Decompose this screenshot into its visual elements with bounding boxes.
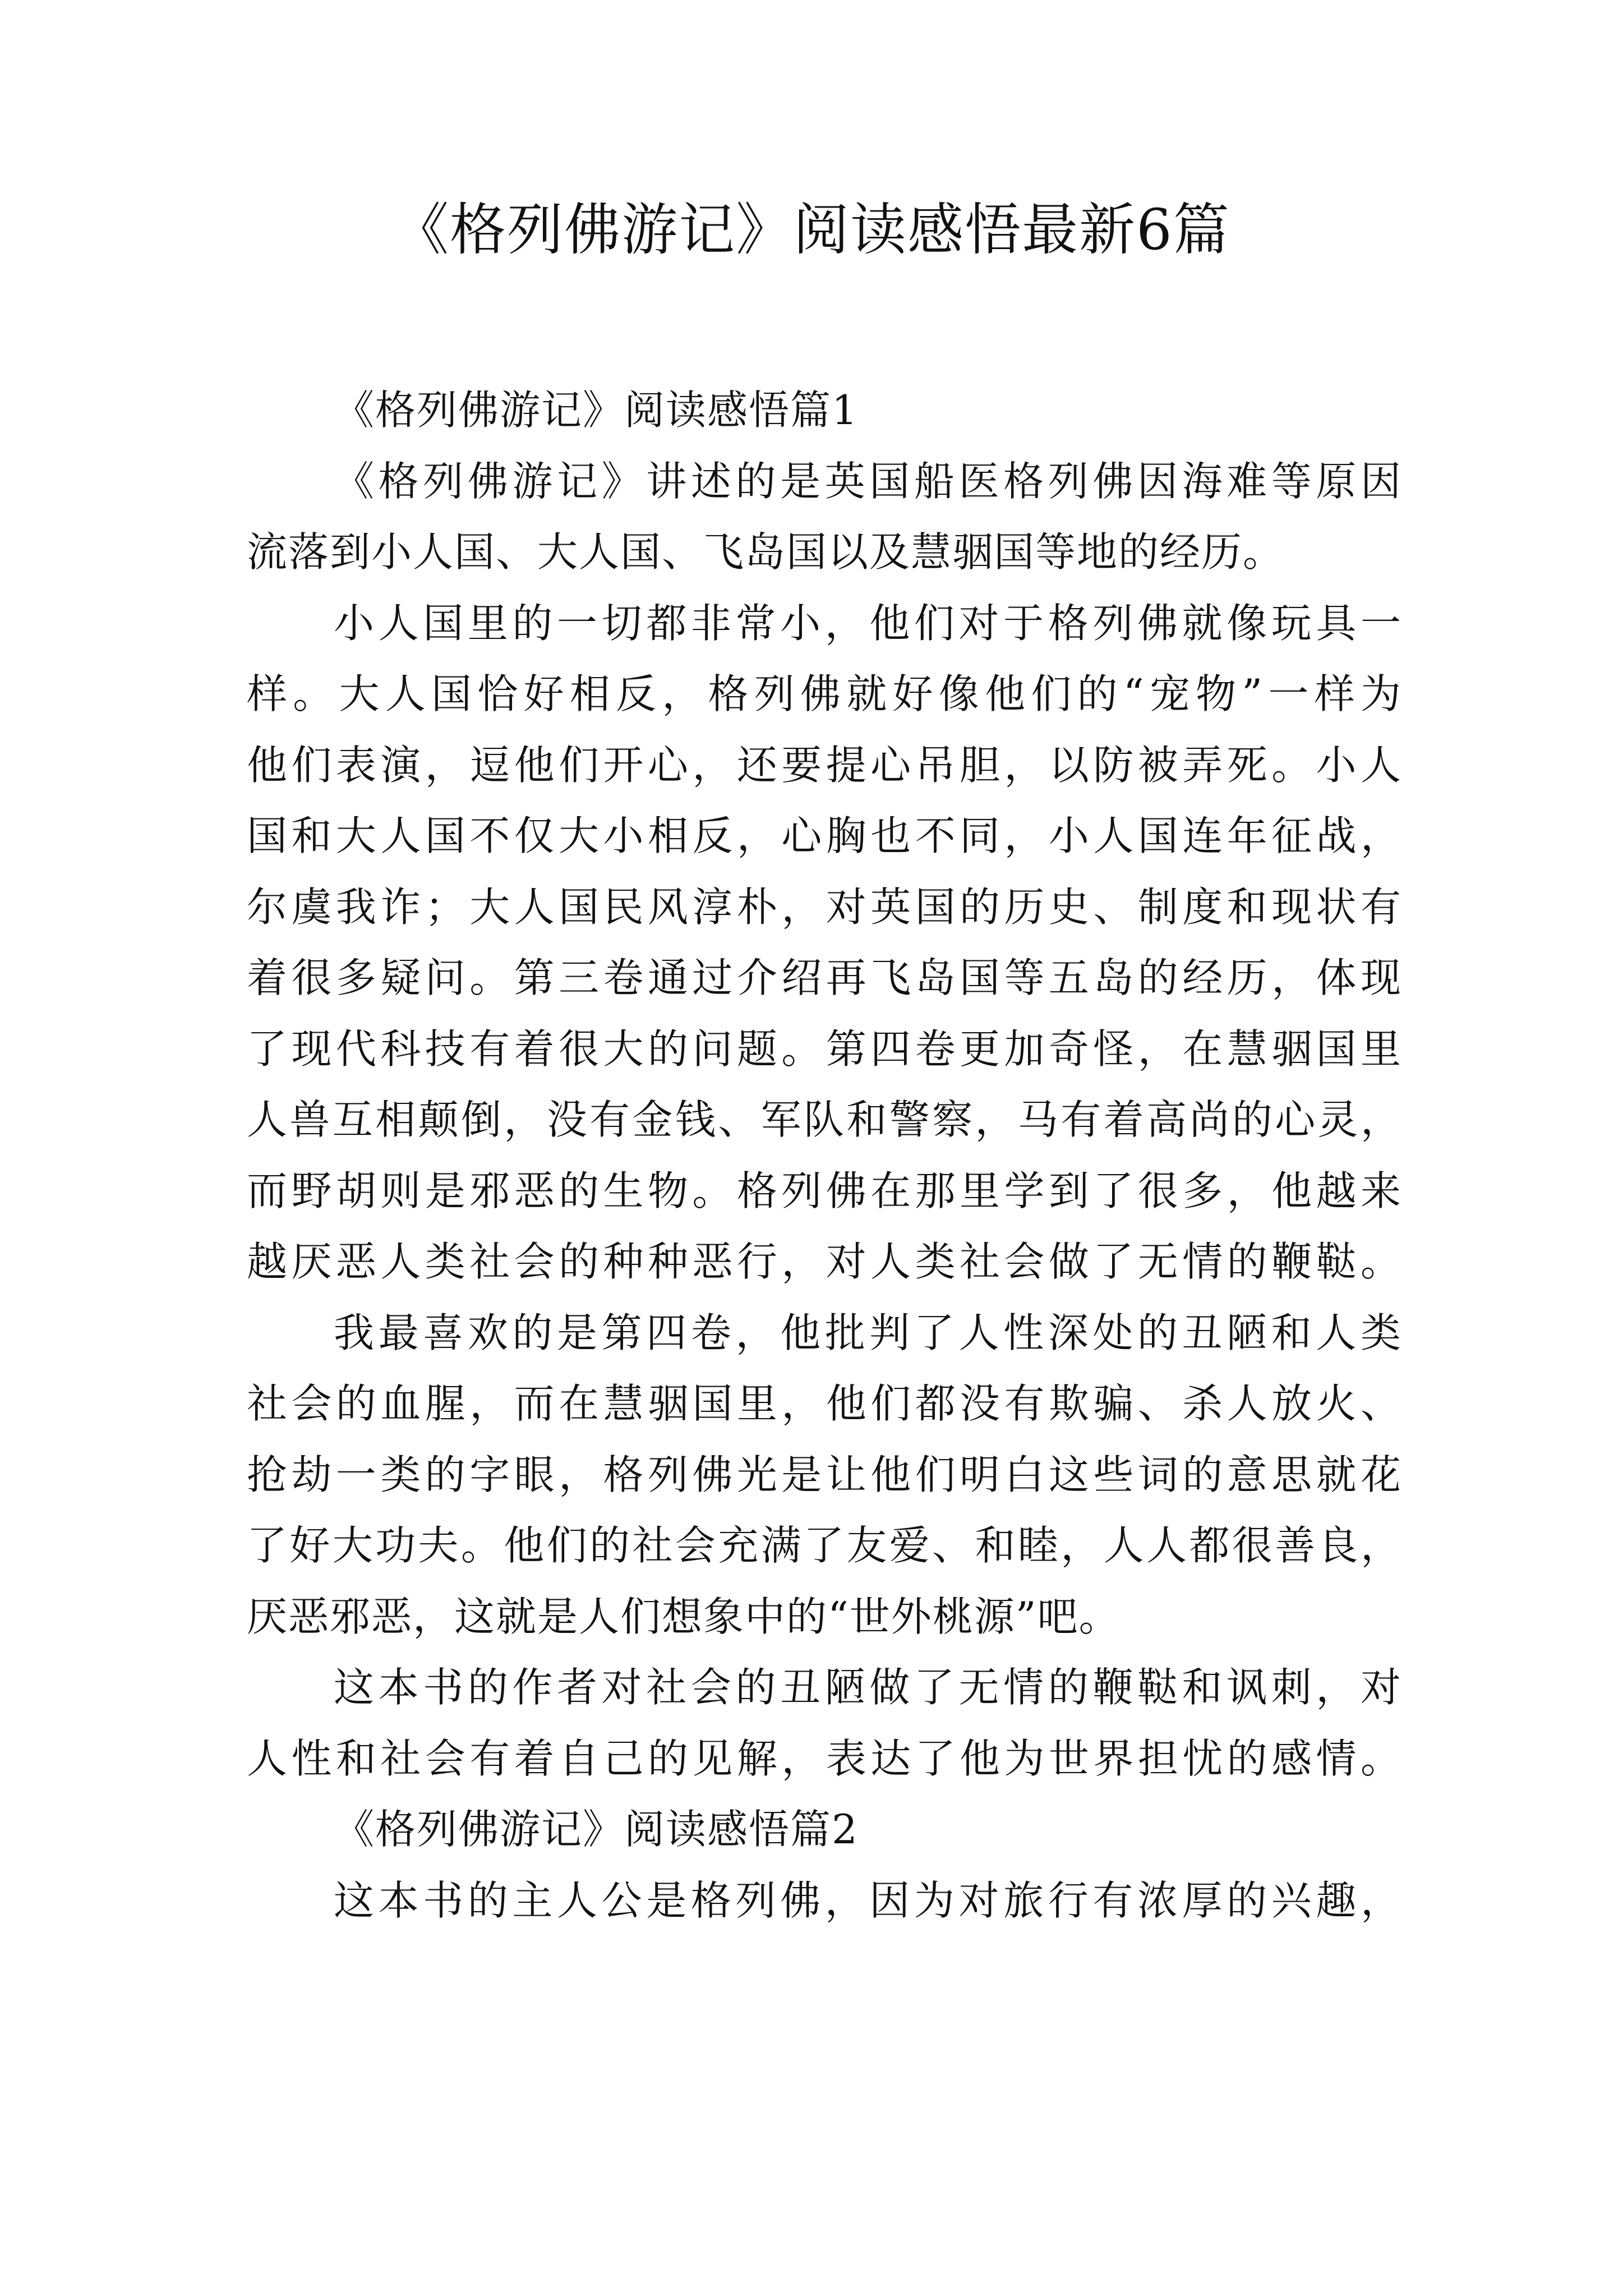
paragraph-line: 他们表演，逗他们开心，还要提心吊胆，以防被弄死。小人 [247, 741, 1402, 789]
paragraph-first-line: 《格列佛游记》讲述的是英国船医格列佛因海难等原因 [334, 457, 1402, 505]
paragraph-line: 厌恶邪恶，这就是人们想象中的“世外桃源”吧。 [247, 1593, 1121, 1640]
paragraph-line: 了好大功夫。他们的社会充满了友爱、和睦，人人都很善良， [247, 1522, 1402, 1569]
paragraph-line: 着很多疑问。第三卷通过介绍再飞岛国等五岛的经历，体现 [247, 954, 1402, 1001]
paragraph-line: 了现代科技有着很大的问题。第四卷更加奇怪，在慧骃国里 [247, 1025, 1402, 1073]
paragraph-line: 人兽互相颠倒，没有金钱、军队和警察，马有着高尚的心灵， [247, 1096, 1402, 1143]
paragraph-line: 国和大人国不仅大小相反，心胸也不同，小人国连年征战， [247, 812, 1402, 859]
paragraph-line: 社会的血腥，而在慧骃国里，他们都没有欺骗、杀人放火、 [247, 1380, 1402, 1427]
paragraph-line: 人性和社会有着自己的见解，表达了他为世界担忧的感情。 [247, 1734, 1402, 1782]
paragraph-line: 抢劫一类的字眼，格列佛光是让他们明白这些词的意思就花 [247, 1451, 1402, 1498]
paragraph-line: 样。大人国恰好相反，格列佛就好像他们的“宠物”一样为 [247, 670, 1402, 717]
paragraph-first-line: 小人国里的一切都非常小，他们对于格列佛就像玩具一 [334, 599, 1402, 647]
paragraph-first-line: 这本书的作者对社会的丑陋做了无情的鞭鞑和讽刺，对 [334, 1664, 1402, 1711]
paragraph-line: 而野胡则是邪恶的生物。格列佛在那里学到了很多，他越来 [247, 1167, 1402, 1214]
paragraph-line: 越厌恶人类社会的种种恶行，对人类社会做了无情的鞭鞑。 [247, 1238, 1402, 1285]
paragraph-first-line: 这本书的主人公是格列佛，因为对旅行有浓厚的兴趣， [334, 1876, 1402, 1924]
paragraph-line: 尔虞我诈；大人国民风淳朴，对英国的历史、制度和现状有 [247, 883, 1402, 931]
paragraph-line: 流落到小人国、大人国、飞岛国以及慧骃国等地的经历。 [247, 528, 1285, 576]
paragraph-first-line: 我最喜欢的是第四卷，他批判了人性深处的丑陋和人类 [334, 1309, 1402, 1356]
paragraph-first-line: 《格列佛游记》阅读感悟篇2 [334, 1806, 859, 1853]
document-title: 《格列佛游记》阅读感悟最新6篇 [393, 197, 1230, 263]
paragraph-first-line: 《格列佛游记》阅读感悟篇1 [334, 386, 859, 434]
document-body [247, 375, 1402, 1936]
